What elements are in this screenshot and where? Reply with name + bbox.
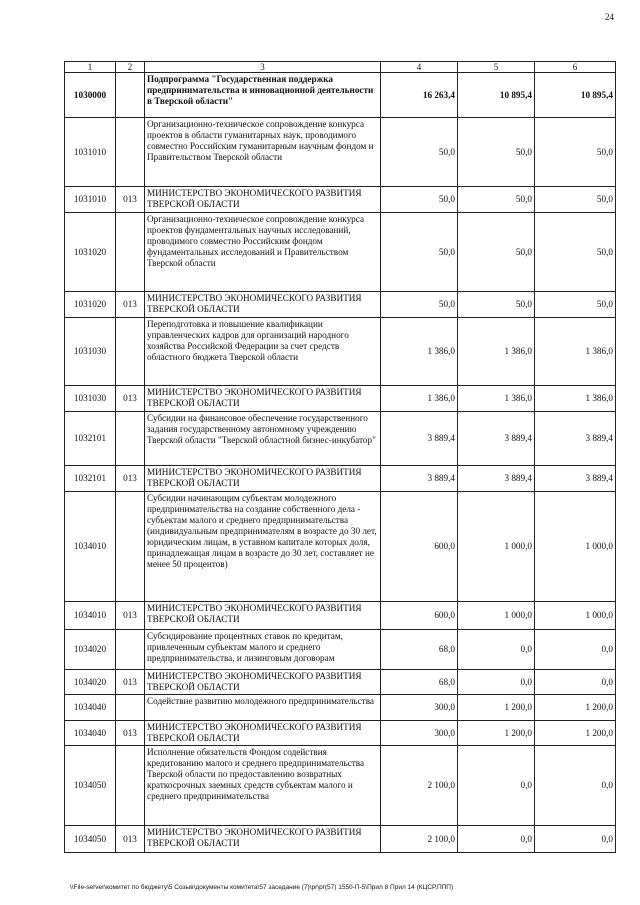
name-cell: МИНИСТЕРСТВО ЭКОНОМИЧЕСКОГО РАЗВИТИЯ ТВЕРСКОЙ ОБЛАСТИ xyxy=(145,292,381,318)
amount-cell-6: 1 386,0 xyxy=(535,318,616,386)
amount-cell-4: 50,0 xyxy=(381,187,458,213)
department-cell: 013 xyxy=(116,187,145,213)
amount-cell-4: 300,0 xyxy=(381,695,458,721)
name-cell: МИНИСТЕРСТВО ЭКОНОМИЧЕСКОГО РАЗВИТИЯ ТВЕРСКОЙ ОБЛАСТИ xyxy=(145,187,381,213)
column-header: 1 xyxy=(65,62,116,73)
code-cell: 1031030 xyxy=(65,386,116,412)
amount-cell-6: 1 386,0 xyxy=(535,386,616,412)
column-header: 4 xyxy=(381,62,458,73)
table-row xyxy=(65,721,616,746)
name-cell: Исполнение обязательств Фондом содействия кредитованию малого и среднего предпринимательства Тверской области по предоставлению возвратных краткосрочных заемных средств субъектам малого и среднего предпринимательства xyxy=(145,746,381,826)
department-cell xyxy=(116,118,145,187)
table-row xyxy=(65,630,616,670)
name-cell: Подпрограмма "Государственная поддержка предпринимательства и инновационной деятельности в Тверской области" xyxy=(145,73,381,118)
amount-cell-4: 300,0 xyxy=(381,721,458,746)
amount-cell-6: 50,0 xyxy=(535,213,616,292)
code-cell: 1032101 xyxy=(65,466,116,492)
name-cell: Субсидирование процентных ставок по кредитам, привлеченным субъектам малого и среднего предпринимательства, и лизинговым договорам xyxy=(145,630,381,670)
table-row xyxy=(65,118,616,187)
amount-cell-5: 1 200,0 xyxy=(458,721,535,746)
table-row xyxy=(65,602,616,630)
code-cell: 1034040 xyxy=(65,721,116,746)
amount-cell-5: 50,0 xyxy=(458,213,535,292)
amount-cell-4: 2 100,0 xyxy=(381,746,458,826)
table-row xyxy=(65,412,616,466)
code-cell: 1031030 xyxy=(65,318,116,386)
name-cell: Субсидии на финансовое обеспечение государственного задания государственному автономному учреждению Тверской области "Тверской областной бизнес-инкубатор" xyxy=(145,412,381,466)
name-cell: Переподготовка и повышение квалификации управленческих кадров для организаций народного хозяйства Российской Федерации за счет средств областного бюджета Тверской области xyxy=(145,318,381,386)
amount-cell-6: 0,0 xyxy=(535,630,616,670)
amount-cell-6: 0,0 xyxy=(535,746,616,826)
code-cell: 1034020 xyxy=(65,630,116,670)
page-number: 24 xyxy=(605,12,614,22)
department-cell: 013 xyxy=(116,602,145,630)
table-row xyxy=(65,670,616,695)
amount-cell-4: 16 263,4 xyxy=(381,73,458,118)
code-cell: 1034050 xyxy=(65,746,116,826)
amount-cell-4: 1 386,0 xyxy=(381,318,458,386)
amount-cell-5: 0,0 xyxy=(458,826,535,853)
department-cell: 013 xyxy=(116,721,145,746)
amount-cell-6: 1 000,0 xyxy=(535,492,616,602)
code-cell: 1034050 xyxy=(65,826,116,853)
amount-cell-5: 1 386,0 xyxy=(458,318,535,386)
department-cell xyxy=(116,213,145,292)
department-cell xyxy=(116,318,145,386)
name-cell: Организационно-техническое сопровождение конкурса проектов фундаментальных научных исследований, проводимого совместно Российским фондом фундаментальных исследований и Правительством Тверской области xyxy=(145,213,381,292)
code-cell: 1034020 xyxy=(65,670,116,695)
table-row xyxy=(65,213,616,292)
table-header-row xyxy=(65,62,616,73)
department-cell xyxy=(116,73,145,118)
amount-cell-4: 50,0 xyxy=(381,213,458,292)
name-cell: МИНИСТЕРСТВО ЭКОНОМИЧЕСКОГО РАЗВИТИЯ ТВЕРСКОЙ ОБЛАСТИ xyxy=(145,466,381,492)
code-cell: 1032101 xyxy=(65,412,116,466)
amount-cell-5: 0,0 xyxy=(458,746,535,826)
code-cell: 1031020 xyxy=(65,213,116,292)
amount-cell-4: 68,0 xyxy=(381,670,458,695)
code-cell: 1031010 xyxy=(65,187,116,213)
column-header: 5 xyxy=(458,62,535,73)
department-cell xyxy=(116,630,145,670)
amount-cell-6: 3 889,4 xyxy=(535,466,616,492)
code-cell: 1031010 xyxy=(65,118,116,187)
column-header: 3 xyxy=(145,62,381,73)
amount-cell-5: 50,0 xyxy=(458,292,535,318)
name-cell: МИНИСТЕРСТВО ЭКОНОМИЧЕСКОГО РАЗВИТИЯ ТВЕРСКОЙ ОБЛАСТИ xyxy=(145,386,381,412)
amount-cell-5: 50,0 xyxy=(458,118,535,187)
code-cell: 1031020 xyxy=(65,292,116,318)
department-cell xyxy=(116,746,145,826)
column-header: 2 xyxy=(116,62,145,73)
table-row xyxy=(65,826,616,853)
code-cell: 1034010 xyxy=(65,492,116,602)
table-row xyxy=(65,386,616,412)
amount-cell-5: 0,0 xyxy=(458,630,535,670)
code-cell: 1034040 xyxy=(65,695,116,721)
amount-cell-4: 1 386,0 xyxy=(381,386,458,412)
amount-cell-4: 68,0 xyxy=(381,630,458,670)
code-cell: 1030000 xyxy=(65,73,116,118)
department-cell xyxy=(116,695,145,721)
amount-cell-6: 50,0 xyxy=(535,118,616,187)
department-cell: 013 xyxy=(116,292,145,318)
name-cell: Организационно-техническое сопровождение конкурса проектов в области гуманитарных наук, проводимого совместно Российским гуманитарным научным фондом и Правительством Тверской области xyxy=(145,118,381,187)
amount-cell-4: 3 889,4 xyxy=(381,466,458,492)
amount-cell-6: 0,0 xyxy=(535,670,616,695)
code-cell: 1034010 xyxy=(65,602,116,630)
amount-cell-6: 10 895,4 xyxy=(535,73,616,118)
table-row xyxy=(65,318,616,386)
name-cell: МИНИСТЕРСТВО ЭКОНОМИЧЕСКОГО РАЗВИТИЯ ТВЕРСКОЙ ОБЛАСТИ xyxy=(145,602,381,630)
amount-cell-5: 50,0 xyxy=(458,187,535,213)
department-cell: 013 xyxy=(116,386,145,412)
amount-cell-6: 1 000,0 xyxy=(535,602,616,630)
amount-cell-5: 1 000,0 xyxy=(458,602,535,630)
name-cell: Субсидии начинающим субъектам молодежного предпринимательства на создание собственного дела - субъектам малого и среднего предпринимательства (индивидуальным предпринимателям в возрасте до 30 лет, юридическим лицам, в уставном капитале которых доля, принадлежащая лицам в возрасте до 30 лет, составляет не менее 50 процентов) xyxy=(145,492,381,602)
department-cell: 013 xyxy=(116,670,145,695)
amount-cell-4: 50,0 xyxy=(381,292,458,318)
budget-table xyxy=(64,61,616,853)
amount-cell-5: 1 386,0 xyxy=(458,386,535,412)
department-cell xyxy=(116,492,145,602)
amount-cell-6: 50,0 xyxy=(535,292,616,318)
table-row xyxy=(65,746,616,826)
table-row xyxy=(65,492,616,602)
file-path-footer: \\File-server\комитет по бюджету\5 Созыв\документы комитета\57 заседание (7)\pr\pr(57) 1550-П-5\Прил 8 Прил 14 (КЦСР,ППП) xyxy=(70,884,454,891)
name-cell: МИНИСТЕРСТВО ЭКОНОМИЧЕСКОГО РАЗВИТИЯ ТВЕРСКОЙ ОБЛАСТИ xyxy=(145,721,381,746)
amount-cell-4: 2 100,0 xyxy=(381,826,458,853)
department-cell: 013 xyxy=(116,826,145,853)
amount-cell-5: 3 889,4 xyxy=(458,412,535,466)
amount-cell-5: 1 000,0 xyxy=(458,492,535,602)
department-cell xyxy=(116,412,145,466)
amount-cell-5: 10 895,4 xyxy=(458,73,535,118)
amount-cell-6: 50,0 xyxy=(535,187,616,213)
amount-cell-5: 1 200,0 xyxy=(458,695,535,721)
amount-cell-4: 600,0 xyxy=(381,492,458,602)
amount-cell-6: 3 889,4 xyxy=(535,412,616,466)
name-cell: МИНИСТЕРСТВО ЭКОНОМИЧЕСКОГО РАЗВИТИЯ ТВЕРСКОЙ ОБЛАСТИ xyxy=(145,826,381,853)
column-header: 6 xyxy=(535,62,616,73)
table-row xyxy=(65,695,616,721)
table-row xyxy=(65,292,616,318)
name-cell: МИНИСТЕРСТВО ЭКОНОМИЧЕСКОГО РАЗВИТИЯ ТВЕРСКОЙ ОБЛАСТИ xyxy=(145,670,381,695)
name-cell: Содействие развитию молодежного предпринимательства xyxy=(145,695,381,721)
amount-cell-4: 3 889,4 xyxy=(381,412,458,466)
amount-cell-5: 3 889,4 xyxy=(458,466,535,492)
department-cell: 013 xyxy=(116,466,145,492)
table-row xyxy=(65,187,616,213)
amount-cell-6: 0,0 xyxy=(535,826,616,853)
table-row xyxy=(65,466,616,492)
amount-cell-5: 0,0 xyxy=(458,670,535,695)
amount-cell-4: 50,0 xyxy=(381,118,458,187)
amount-cell-6: 1 200,0 xyxy=(535,695,616,721)
amount-cell-4: 600,0 xyxy=(381,602,458,630)
table-row xyxy=(65,73,616,118)
amount-cell-6: 1 200,0 xyxy=(535,721,616,746)
